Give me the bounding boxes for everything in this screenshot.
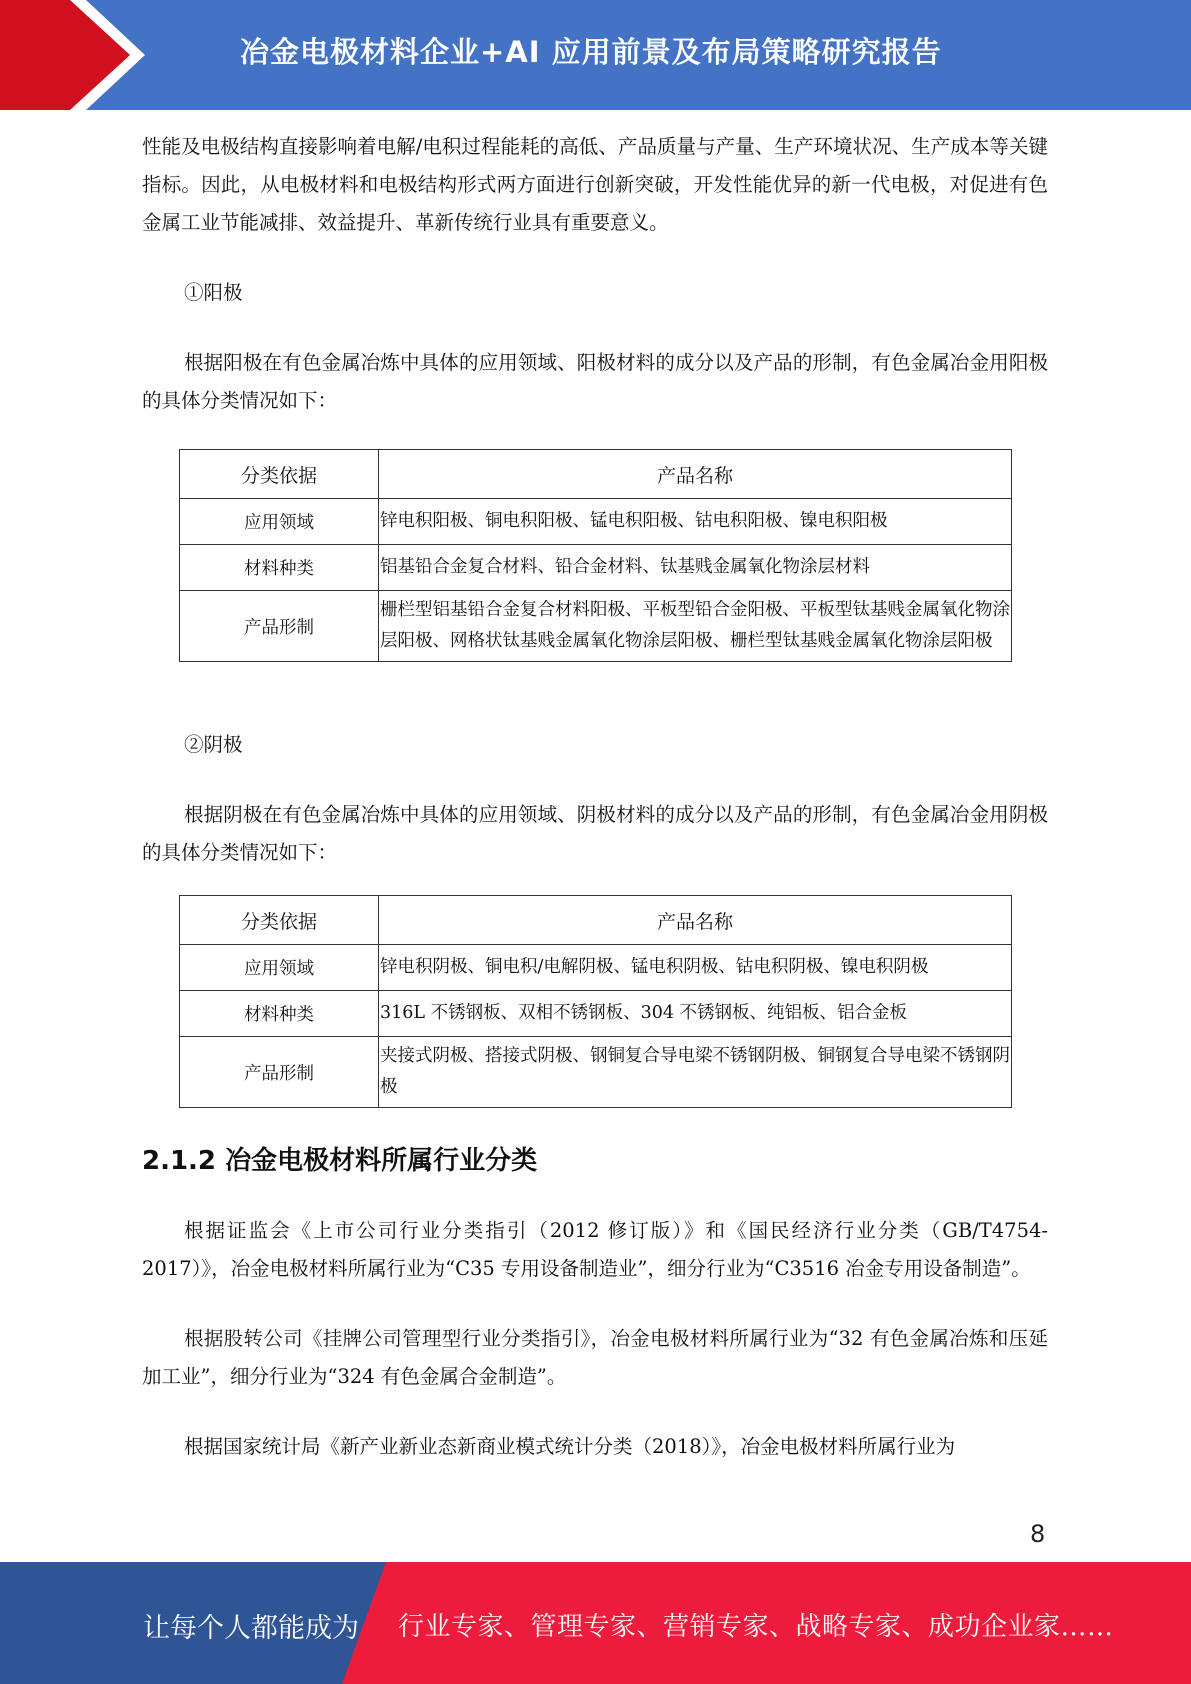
section-heading: 2.1.2 冶金电极材料所属行业分类 [142, 1146, 538, 1176]
page-number: 8 [1030, 1520, 1046, 1548]
table-cell: 锌电积阳极、铜电积阳极、锰电积阳极、钴电积阳极、镍电积阳极 [379, 499, 1012, 545]
section-paragraph: 根据股转公司《挂牌公司管理型行业分类指引》，冶金电极材料所属行业为“32 有色金属冶炼和压延加工业”，细分行业为“324 有色金属合金制造”。 [142, 1327, 1048, 1388]
section-body [142, 1212, 1048, 1466]
cathode-paragraph: 根据阴极在有色金属冶炼中具体的应用领域、阴极材料的成分以及产品的形制，有色金属冶金用阴极的具体分类情况如下： [142, 803, 1048, 864]
table-cell: 材料种类 [180, 545, 379, 591]
table-cell: 材料种类 [180, 991, 379, 1037]
cathode-heading: ②阴极 [184, 733, 243, 756]
cathode-section [142, 726, 1048, 872]
anode-heading: ①阳极 [184, 281, 243, 304]
table-row [180, 591, 1012, 662]
table-row [180, 499, 1012, 545]
header-title: 冶金电极材料企业+AI 应用前景及布局策略研究报告 [240, 35, 942, 69]
anode-table [179, 449, 1012, 662]
table-header-cell: 分类依据 [180, 896, 379, 945]
table-cell: 夹接式阴极、搭接式阴极、钢铜复合导电梁不锈钢阴极、铜钢复合导电梁不锈钢阴极 [379, 1037, 1012, 1108]
section-paragraph: 根据国家统计局《新产业新业态新商业模式统计分类（2018）》，冶金电极材料所属行业为 [184, 1435, 956, 1458]
table-cell: 栅栏型铝基铅合金复合材料阳极、平板型铅合金阳极、平板型钛基贱金属氧化物涂层阳极、网格状钛基贱金属氧化物涂层阳极、栅栏型钛基贱金属氧化物涂层阳极 [379, 591, 1012, 662]
table-cell: 铝基铅合金复合材料、铅合金材料、钛基贱金属氧化物涂层材料 [379, 545, 1012, 591]
main-content [142, 128, 1048, 420]
table-row [180, 991, 1012, 1037]
cathode-table [179, 895, 1012, 1108]
table-cell: 产品形制 [180, 591, 379, 662]
table-cell: 产品形制 [180, 1037, 379, 1108]
table-row [180, 545, 1012, 591]
footer-slogan-right: 行业专家、管理专家、营销专家、战略专家、成功企业家…… [398, 1612, 1114, 1642]
footer-slogan-left: 让每个人都能成为 [143, 1613, 359, 1644]
page-header [0, 0, 1191, 110]
table-row [180, 1037, 1012, 1108]
table-cell: 锌电积阴极、铜电积/电解阴极、锰电积阴极、钴电积阴极、镍电积阴极 [379, 945, 1012, 991]
table-header-cell: 产品名称 [379, 450, 1012, 499]
table-cell: 应用领域 [180, 945, 379, 991]
table-header-row [180, 450, 1012, 499]
table-cell: 应用领域 [180, 499, 379, 545]
page-footer [0, 1562, 1191, 1684]
table-header-cell: 产品名称 [379, 896, 1012, 945]
table-row [180, 945, 1012, 991]
section-paragraph: 根据证监会《上市公司行业分类指引（2012 修订版）》和《国民经济行业分类（GB/T4754-2017）》，冶金电极材料所属行业为“C35 专用设备制造业”，细分行业为“C3516 冶金专用设备制造”。 [142, 1219, 1048, 1280]
table-cell: 316L 不锈钢板、双相不锈钢板、304 不锈钢板、纯铝板、铝合金板 [379, 991, 1012, 1037]
table-header-cell: 分类依据 [180, 450, 379, 499]
table-header-row [180, 896, 1012, 945]
intro-paragraph: 性能及电极结构直接影响着电解/电积过程能耗的高低、产品质量与产量、生产环境状况、生产成本等关键指标。因此，从电极材料和电极结构形式两方面进行创新突破，开发性能优异的新一代电极，对促进有色金属工业节能减排、效益提升、革新传统行业具有重要意义。 [142, 135, 1048, 234]
anode-paragraph: 根据阳极在有色金属冶炼中具体的应用领域、阳极材料的成分以及产品的形制，有色金属冶金用阳极的具体分类情况如下： [142, 351, 1048, 412]
